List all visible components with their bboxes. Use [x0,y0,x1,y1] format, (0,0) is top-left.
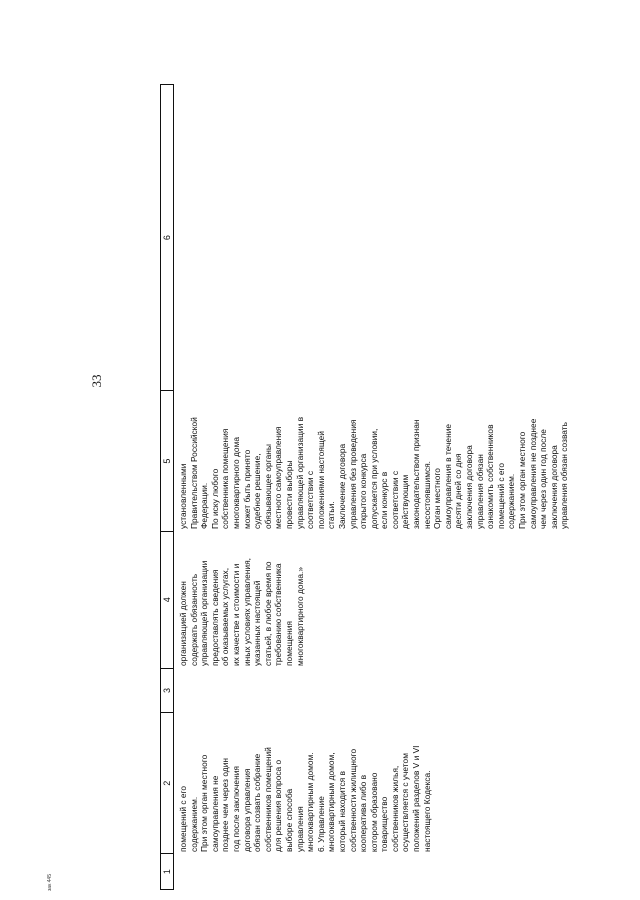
cell-column-4: организацией должен содержать обязанность управляющей организации предоставлять сведения об оказываемых услугах, их качестве и стоимости и иных условиях управления, указанных настоящей статьей, в любое время по требованию собственника помещения многоквартирного дома.» [178,558,305,666]
column-header-3: 3 [161,668,173,713]
cell-column-6 [178,84,570,390]
cell-column-2: помещений с его содержанием. При этом орган местного самоуправления не позднее чем через один год после заключения договора управления обязан созвать собрание собственников помещений для решения вопроса о выборе способа управления многоквартирным домом. 6. Управление многоквартирным домом, который находится в собственности жилищного кооператива либо в котором образовано товарищество собственников жилья, осуществляется с учетом положений разделов V и VI настоящего Кодекса. [178,745,432,852]
page-number: 33 [89,374,104,388]
comparison-table [160,84,570,890]
rotated-page [160,30,570,890]
cell-column-3 [178,668,570,713]
footer-file-mark: зак 445 [47,874,53,891]
table-header-row [160,84,174,890]
column-header-2: 2 [161,712,173,853]
table-body-row [174,84,570,890]
column-header-6: 6 [162,235,172,241]
cell-column-5: установленными Правительством Российской Федерации. По иску любого собственника помещения многоквартирного дома может быть принято судебное решение, обязывающее органы местного самоуправления провести выборы управляющей организации в соответствии с положениями настоящей статьи. Заключение договора управления без проведения открытого конкурса допускается при условии, если конкурс в соответствии с действующим законодательством признан несостоявшимся. Орган местного самоуправления в течение десяти дней со дня заключения договора управления обязан ознакомить собственников помещений с его содержанием. При этом орган местного самоуправления не позднее чем через один год после заключения договора управления обязан созвать [178,416,570,529]
cell-column-1 [178,854,570,890]
column-header-1: 1 [161,853,173,889]
column-header-4: 4 [161,531,173,668]
column-header-5: 5 [161,390,173,531]
